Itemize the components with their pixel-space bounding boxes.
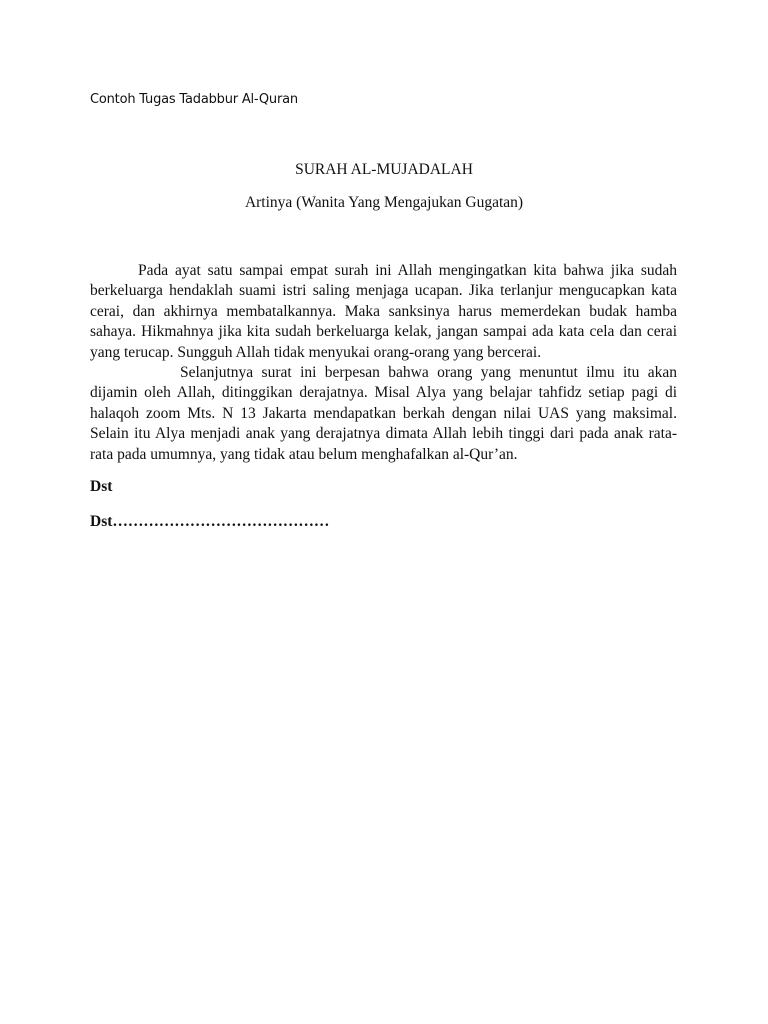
surah-meaning: Artinya (Wanita Yang Mengajukan Gugatan) [244, 194, 524, 211]
surah-title: SURAH AL-MUJADALAH [295, 161, 473, 178]
paragraph-2: Selanjutnya surat ini berpesan bahwa orang yang menuntut ilmu itu akan dijamin oleh Allah, ditinggikan derajatnya. Misal Alya yang belajar tahfidz setiap pagi di halaqoh zoom Mts. N 13 Jakarta mendapatkan berkah dengan nilai UAS yang maksimal. Selain itu Alya menjadi anak yang derajatnya dimata Allah lebih tinggi dari pada anak rata-rata pada umumnya, yang tidak atau belum menghafalkan al-Qur’an. [90, 364, 677, 463]
document-label: Contoh Tugas Tadabbur Al-Quran [90, 92, 298, 107]
dst-dotted-line: Dst…………………………………… [90, 513, 330, 530]
body-text [90, 261, 677, 465]
dst-line: Dst [90, 478, 113, 495]
paragraph-1: Pada ayat satu sampai empat surah ini Allah mengingatkan kita bahwa jika sudah berkeluarga hendaklah suami istri saling menjaga ucapan. Jika terlanjur mengucapkan kata cerai, dan akhirnya membatalkannya. Maka sanksinya harus memerdekan budak hamba sahaya. Hikmahnya jika kita sudah berkeluarga kelak, jangan sampai ada kata cela dan cerai yang terucap. Sungguh Allah tidak menyukai orang-orang yang bercerai. [90, 262, 677, 361]
